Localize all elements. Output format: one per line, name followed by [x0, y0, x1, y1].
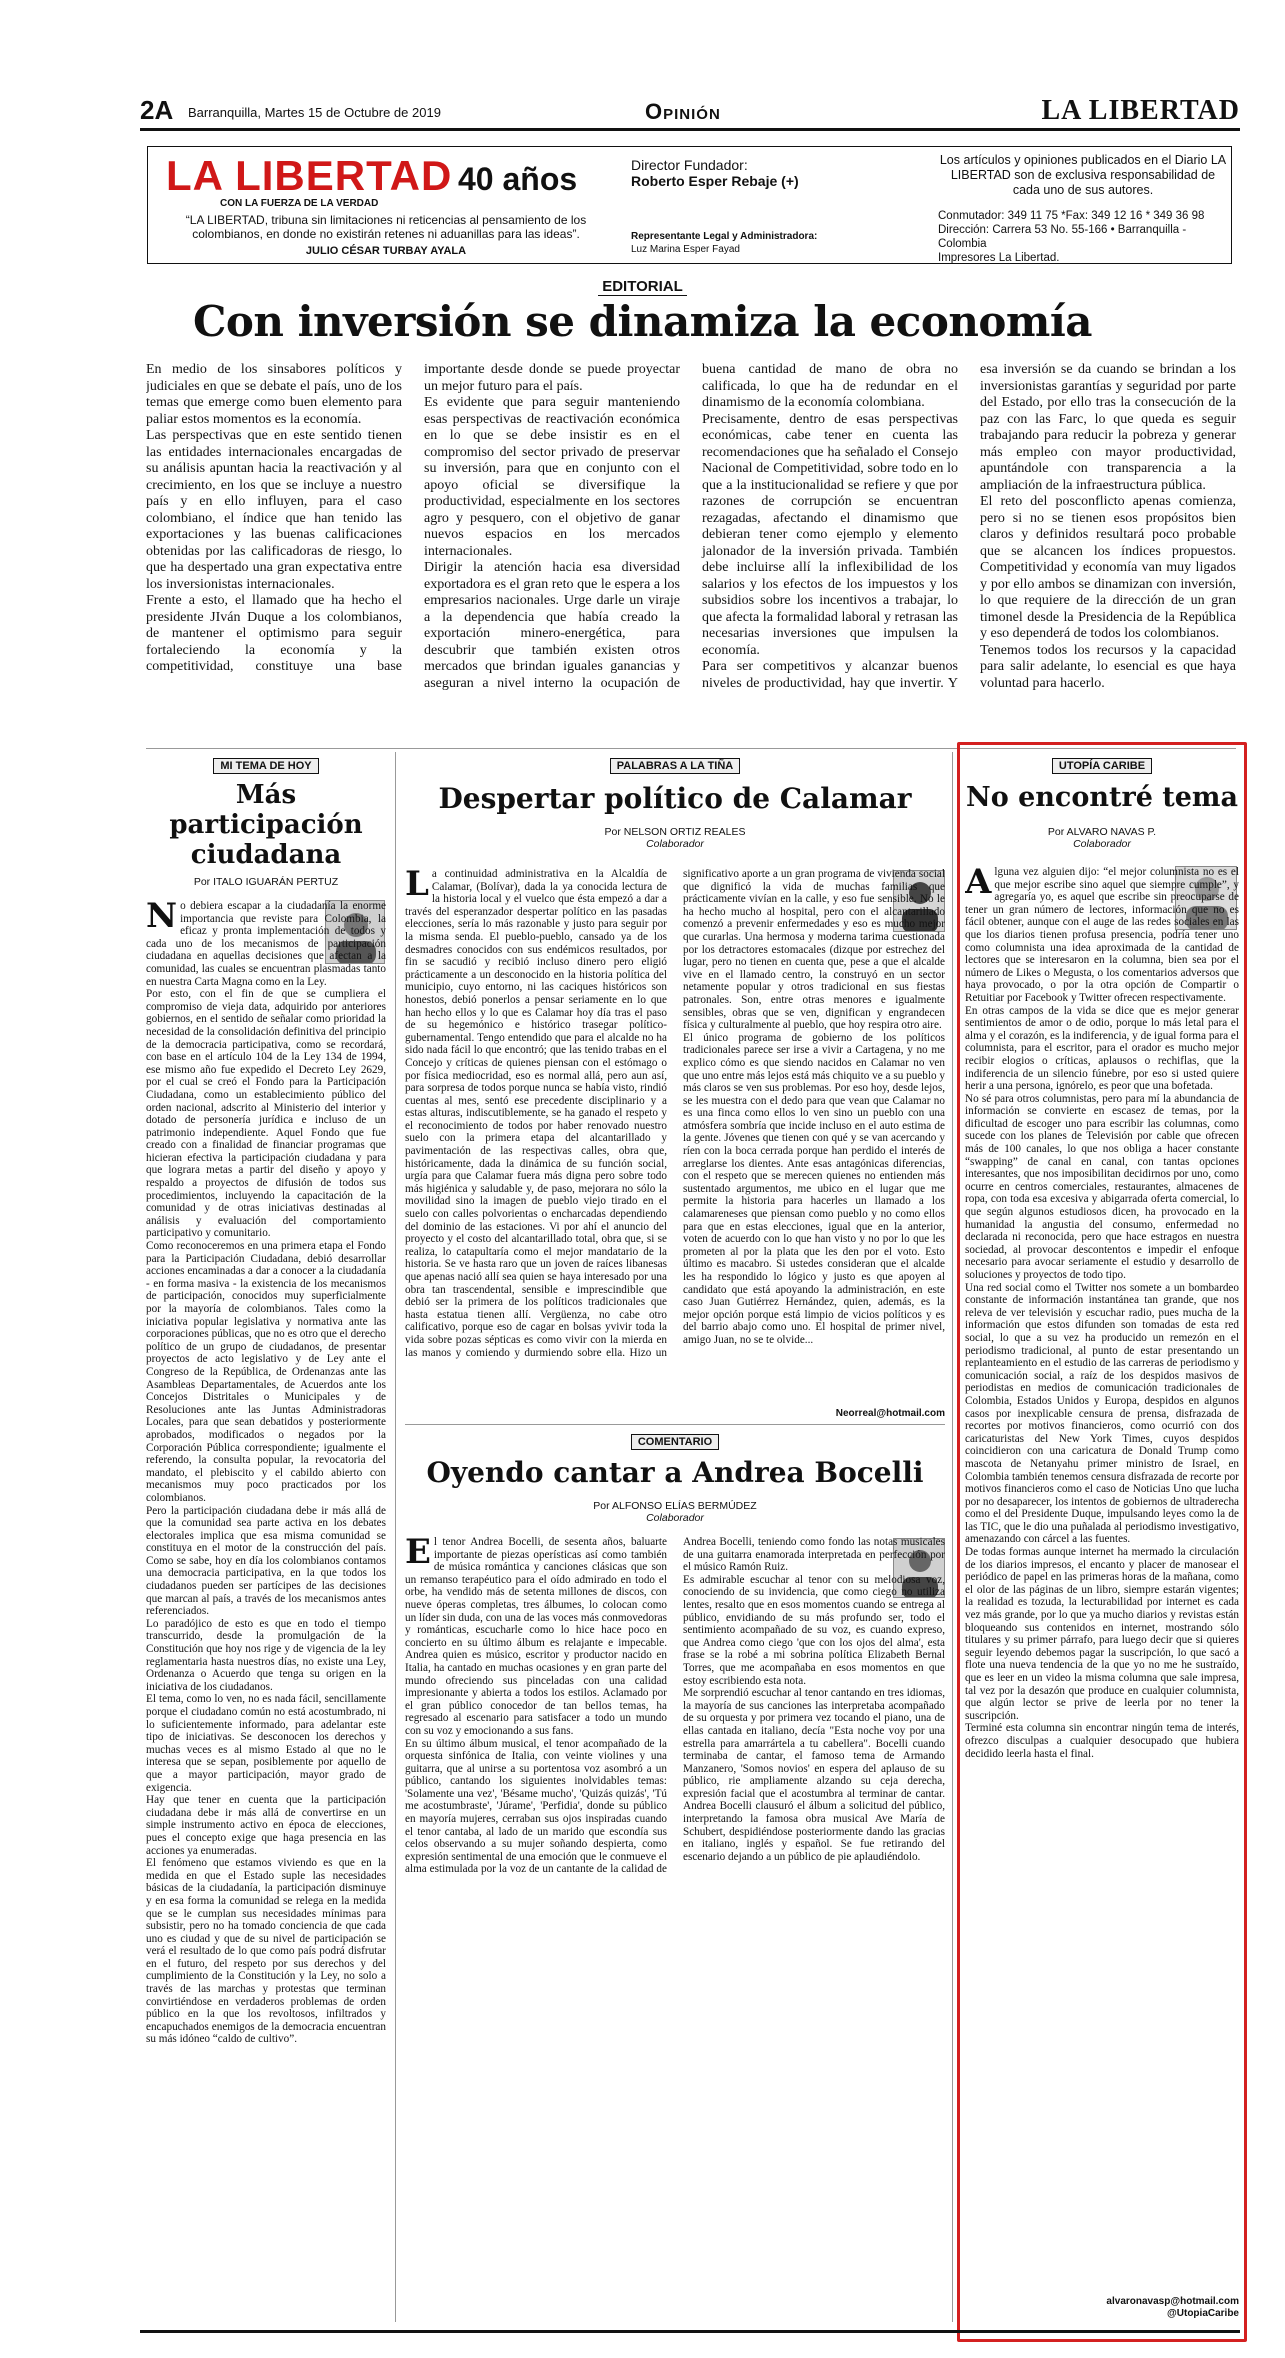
col3-paragraph: No sé para otros columnistas, pero para mí la abundancia de información se convierte en escasez de temas, por la dificultad de escoger uno para escribir las columnas, como sucede con los planes de Televisión por cable que ofrecen más de 100 canales, lo que nos obliga a hacer constante “swapping” de canal en canal, con tantas opciones interesantes, que nos imposibilitan decidirnos por uno, como ocurre en centros comerciales, restaurantes, almacenes de ropa, con toda esa excesiva y abigarrada oferta comercial, lo que según algunos estudiosos dicen, ha provocado en la humanidad la angustia del consumo, enfermedad no declarada ni reconocida, pero que hace estragos en nuestra sociedad, al provocar descontentos e impedir el enfoque necesario para avocar seriamente el estudio y desarrollo de soluciones y proyectos de todo tipo. — [965, 1092, 1239, 1281]
editorial-label: EDITORIAL — [0, 278, 1285, 296]
editorial-paragraph: Las perspectivas que en este sentido tienen las entidades internacionales encargadas de su análisis apuntan hacia la reactivación y al crecimiento, en los que se incluye a nuestro país y en ello influyen, para el caso colombiano, el índice que han tenido las exportaciones y las buenas calificaciones obtenidas por las calificadoras de riesgo, lo que ha despertado una gran expectativa entre los inversionistas internacionales. — [146, 428, 402, 592]
col2b-paragraph: Es admirable escuchar al tenor con su melodiosa voz, conociendo de su invidencia, que como ciego no utiliza lentes, resalto que en esos momentos cuando se entrega al público, envidiando de su más profundo ser, todo el sentimiento acompañado de su voz, es cuando expreso, que Andrea como ciego 'que con los ojos del alma', esta frase se la robé a mi sobrina política Elizabeth Bernal Torres, que me acompañaba en esos momentos en que estoy escribiendo esta nota. — [683, 1573, 945, 1687]
bottom-rule — [140, 2330, 1240, 2333]
masthead-years: 40 años — [458, 161, 578, 197]
masthead-slogan: CON LA FUERZA DE LA VERDAD — [220, 198, 379, 209]
col1-section-label: MI TEMA DE HOY — [146, 756, 386, 774]
representative-label: Representante Legal y Administradora: — [631, 231, 818, 242]
page-header — [140, 95, 1240, 125]
col3-paragraph: En otras campos de la vida se dice que es mejor generar sentimientos de amor o de odio, porque lo más letal para el alma y el corazón, es la indiferencia, y de igual forma para el columnista, para el escritor, para el orador es mucho mejor recibir elogios o críticas, aplausos o rechiflas, que la indiferencia de un silencio fúnebre, por eso si usted quiere herir a una persona, ignórelo, es peor que una bofetada. — [965, 1004, 1239, 1093]
editorial-paragraph: En medio de los sinsabores políticos y judiciales en que se debate el país, uno de los temas que emerge como buen elemento para paliar estos momentos es la economía. — [146, 362, 402, 427]
director-name: Roberto Esper Rebaje (+) — [631, 173, 799, 189]
editorial-paragraph: Es evidente que para seguir manteniendo esas perspectivas de reactivación económica en lo que se debe insistir es en el compromiso del sector privado de preservar su inversión, para que en conjunto con el apoyo oficial se diversifique la productividad, especialmente en los sectores agro y pesquero, con el objetivo de ganar nuevos espacios en los mercados internacionales. — [424, 395, 680, 559]
column-divider — [952, 752, 953, 2322]
col2b-paragraph: En su último álbum musical, el tenor acompañado de la orquesta sinfónica de Italia, con veinte violines y una guitarra, que al unirse a su portentosa voz asombró a un público, cantando los siguientes inolvidables temas: 'Solamente una vez', 'Bésame mucho', 'Quizás quizás', 'Tú me acostumbraste', 'Júrame', 'Perfidia', donde su público en mayoría mujeres, cerraban sus ojos inspiradas cuando el tenor cantaba, al lado de un marido que escondía sus celos observando a su mujer soñando despierta, como expresión sentimental de una emoción que le conmueve el alma estimulada por la voz de un cantante de la calidad de Andrea Bocelli, teniendo como fondo las notas musicales de una guitarra enamorada interpretada en perfección por el músico Ramón Ruiz. — [405, 1536, 945, 1876]
col1-paragraph: No debiera escapar a la ciudadanía la enorme importancia que reviste para Colombia, la eficaz y pronta implementación de todos y cada uno de los mecanismos de participación ciudadana en aquellas decisiones que afectan a la comunidad, las cuales se encuentran plasmadas tanto en nuestra Carta Magna como en la Ley. — [146, 900, 386, 988]
col2b-paragraph: El tenor Andrea Bocelli, de sesenta años, baluarte importante de piezas operísticas así como también de música romántica y canciones clásicas que son un remanso terapéutico para el oído admirado en todo el orbe, ha vendido más de setenta millones de discos, con nueve óperas completas, tres álbumes, lo colocan como un líder sin duda, con una de las voces más conmovedoras y románticas, escucharle como lo hice hace poco en concierto en su último álbum es relajante e impecable. Andrea quien es músico, escritor y productor nacido en Italia, ha cantado en muchas ocasiones y en gran parte del mundo ofreciendo sus pinceladas con una calidad impresionante y abierta a todos los estilos. Aclamado por el gran público conocedor de tan bellos temas, ha regresado al escenario para satisfacer a todo un mundo con su voz y emocionando a sus fans. — [405, 1536, 667, 1737]
contact-phone: Conmutador: 349 11 75 *Fax: 349 12 16 * 349 36 98 — [938, 210, 1205, 222]
column-divider — [395, 752, 396, 2322]
masthead-contact — [938, 209, 1231, 265]
page-date: Barranquilla, Martes 15 de Octubre de 2019 — [188, 105, 441, 120]
masthead-quote-author: JULIO CÉSAR TURBAY AYALA — [305, 245, 467, 257]
col3-email: alvaronavasp@hotmail.com — [1106, 2296, 1239, 2307]
contact-printer: Impresores La Libertad. — [938, 252, 1060, 264]
col3-byline: Por ALVARO NAVAS P. Colaborador — [1047, 826, 1157, 850]
editorial-title: Con inversión se dinamiza la economía — [192, 297, 1093, 346]
col3-paragraph: Una red social como el Twitter nos somete a un bombardeo constante de información instantánea tan grande, que nos releva de ver televisión y escuchar radio, pues mucha de la información que estos difunden son tomadas de esta red social, lo que a su vez ha producido un remezón en el periodismo tradicional, al punto de estar presentando un replanteamiento en el estudio de las carreras de periodismo y comunicación social, a raíz de los despidos masivos de periodistas en medios de comunicación tradicionales de Colombia, Estados Unidos y Europa, despidos en algunos casos por inexplicable censura de prensa, disfrazada de recortes por motivos financieros, como ocurrió con dos caricaturistas del New York Times, cuyos despidos coincidieron con una caricatura de Donald Trump como mascota de Netanyahu primer ministro de Israel, en Colombia también tenemos censura disfrazada de recorte por motivos financieros como el caso de Noticias Uno que lucha por no desaparecer, los intentos de gobiernos de ultraderecha como el del Presidente Duque, impulsando leyes como la de las TIC, que le dio una puñalada al periodismo investigativo, amenazando con cárcel a las fuentes. — [965, 1281, 1239, 1546]
editorial-paragraph: El reto del posconflicto apenas comienza, pero si no se tienen esos propósitos bien claros y definidos resultará poco probable que se alcancen los índices propuestos. Competitividad y economía van muy ligados y por ello ambos se dinamizan con inversión, lo que requiere de la dirección de un gran timonel desde la Presidencia de la República y eso dependerá de todos los colombianos. — [980, 494, 1236, 641]
col3-title: No encontré tema — [966, 782, 1238, 813]
page-number: 2A — [140, 95, 174, 125]
masthead-logo: LA LIBERTAD — [166, 152, 453, 199]
col1-paragraph: Lo paradójico de esto es que en todo el tiempo transcurrido, desde la promulgación de la Constitución que hoy nos rige y de vigencia de la ley reglamentaria hasta nuestros días, no existe una Ley, Ordenanza o Acuerdo que tenga su origen en la iniciativa de los ciudadanos. — [146, 1617, 386, 1693]
highlight-box — [957, 742, 1247, 2342]
col1-title: Más participación ciudadana — [169, 780, 363, 870]
editorial-paragraph: Precisamente, dentro de esas perspectivas económicas, cabe tener en cuenta las recomendaciones que ha señalado el Consejo Nacional de Competitividad, sobre todo en lo que a la institucionalidad se refiere y que por razones de corrupción se encuentran rezagadas, afectando el dinamismo que debieran tener como ejemplo y elemento jalonador de la inversión privada. También debe incluirse allí la inflexibilidad de los salarios y los efectos de los impuestos y los subsidios sobre los incentivos a trabajar, lo que afecta la formalidad laboral y retrasan las necesarias inversiones que impulsen la economía. — [702, 411, 958, 658]
col2-byline: Por NELSON ORTIZ REALES Colaborador — [604, 826, 746, 850]
col1-paragraph: Hay que tener en cuenta que la participación ciudadana debe ir más allá de convertirse en un simple instrumento activo en época de elecciones, pues el concepto exige que haga presencia en las acciones ya enumeradas. — [146, 1794, 386, 1857]
editorial-paragraph: Dirigir la atención hacia esa diversidad exportadora es el gran reto que le espera a los empresarios nacionales. Urge darle un viraje a la dependencia que había creado la exportación minero-energética, para descubrir que también existen otros mercados que brindan iguales ganancias y aseguran a nivel interno la ocupación de buena cantidad de mano de obra no calificada, lo que ha de redundar en el dinamismo de la economía colombiana. — [424, 362, 958, 691]
col3-paragraph: De todas formas aunque internet ha mermado la circulación de los diarios impresos, el encanto y placer de manosear el periódico de papel en las primeras horas de la mañana, como el olor de las páginas de un libro, siempre estarán vigentes; la realidad es tozuda, la lecturabilidad por internet es cada vez más grande, por lo que ya mucho diarios y revistas están bloqueando sus contenidos en internet, mostrando sólo titulares y su primer párrafo, para luego decir que si quieres seguir leyendo debemos pagar la suscripción, lo que sacó a flote una nueva tendencia de la que yo no me he sustraído, que es leer en un video la misma columna que sale impresa, tal vez por la desazón que produce en cualquier columnista, que algún lector se prive de leerla por no tener la suscripción. — [965, 1546, 1239, 1722]
director-label: Director Fundador: — [631, 157, 748, 173]
editorial-paragraph: Tenemos todos los recursos y la capacidad para salir adelante, lo esencial es que haya voluntad para hacerlo. — [980, 642, 1236, 691]
col1-paragraph: El tema, como lo ven, no es nada fácil, sencillamente porque el ciudadano común no está acostumbrado, ni lo suficientemente informado, para adelantar este tipo de iniciativas. Se desconocen los derechos y muchas veces es al mismo Estado al que no le interesa que se sepan, posiblemente por aquello de que a mayor participación, mayor grado de exigencia. — [146, 1693, 386, 1794]
representative-name: Luz Marina Esper Fayad — [631, 244, 740, 255]
col2b-byline: Por ALFONSO ELÍAS BERMÚDEZ Colaborador — [593, 1500, 757, 1524]
masthead — [147, 146, 1232, 264]
editorial-paragraph: Frente a esto, el llamado que ha hecho el presidente JIván Duque a los colombianos, de mantener el optimismo para seguir fortaleciendo la economía y la competitividad, constituye una base importante desde donde se puede proyectar un mejor futuro para el país. — [146, 362, 680, 674]
drop-cap: E — [405, 1536, 431, 1572]
editorial-paragraph: Para ser competitivos y alcanzar buenos niveles de productividad, hay que invertir. Y esa inversión se da cuando se brindan a los inversionistas garantías y seguridad por parte del Estado, por ello tras la consecución de la paz con las Farc, lo que queda es seguir trabajando para reducir la pobreza y generar más empleo con mayor productividad, apuntándole con transparencia a la ampliación de la infraestructura pública. — [702, 362, 1236, 691]
col1-paragraph: El fenómeno que estamos viviendo es que en la medida en que el Estado suple las necesidades básicas de la ciudadanía, la participación disminuye y en esa forma la comunidad se relega en la medida que se le cumplan sus necesidades mínimas para subsistir, pero no ha tomado conciencia de que cada uno es ciudad y que de su nivel de participación se verá el resultado de lo que como país podrá disfrutar en el futuro, del respeto por sus derechos y del cumplimiento de la Constitución y la Ley, no solo a través de las marchas y protestas que terminan convirtiéndose en verdaderos problemas de orden público en la que los revoltosos, infiltrados y encapuchados enemigos de la democracia encuentran su más idóneo “caldo de cultivo”. — [146, 1857, 386, 2046]
drop-cap: L — [405, 868, 429, 904]
col2-title: Despertar político de Calamar — [438, 782, 912, 815]
col3-paragraph: Terminé esta columna sin encontrar ningún tema de interés, ofrezco disculpas a cualquier desocupado que hubiera decidido leerla hasta el final. — [965, 1722, 1239, 1760]
col3-paragraph: Alguna vez alguien dijo: “el mejor columnista no es el que mejor escribe sino aquel que siempre cumple”, y agregaría yo, es aquel que escribe sin preocuparse de tener un gran número de lectores, información que no es fácil obtener, aunque con el auge de las redes sociales en las que los diarios tienen profusa presencia, podría tener uno como columnista una idea aproximada de la cantidad de lectores que se interesaron en la columna, bien sea por el número de Likes o Megusta, o los comentarios adversos que haya provocado, o por la otra opción de Compartir o Retuitiar por Facebook y Twitter ofrecen respectivamente. — [965, 866, 1239, 1004]
col2b-body — [405, 1536, 945, 2322]
drop-cap: A — [965, 866, 992, 902]
col1-byline: Por ITALO IGUARÁN PERTUZ — [193, 876, 339, 888]
col1-paragraph: Por esto, con el fin de que se cumpliera el compromiso de vieja data, adquirido por anteriores gobiernos, en el sentido de señalar como prioridad la necesidad de la consolidación definitiva del principio de la democracia participativa, como se recordará, con base en el artículo 104 de la Ley 134 de 1994, ese mismo año fue expedido el Decreto Ley 2629, por el cual se creó el Fondo para la Participación Ciudadana, como un establecimiento público del orden nacional, adscrito al Ministerio del interior y dotado de personería jurídica e incluso de un patrimonio independiente. Aquel Fondo que fue creado con a finalidad de financiar programas que hicieran efectiva la participación ciudadana y para que lograra metas a partir del diseño y apoyo y respaldo a proyectos de difusión de todos sus procedimientos, incluyendo la capacitación de la comunidad y de otras iniciativas destinadas al análisis y evaluación del comportamiento participativo y comunitario. — [146, 988, 386, 1240]
col1-paragraph: Como reconoceremos en una primera etapa el Fondo para la Participación Ciudadana, debió desarrollar acciones encaminadas a dar a conocer a la ciudadanía - en forma masiva - la existencia de los mecanismos de participación, conocidos muy superficialmente por la mayoría de colombianos. Tales como la iniciativa popular legislativa y normativa ante las corporaciones públicas, que no es otro que el derecho político de un grupo de ciudadanos, de presentar proyectos de acto legislativo y de Ley ante el Congreso de la República, de Ordenanzas ante las Asambleas Departamentales, de Acuerdos ante los Concejos Distritales o Municipales y de Resoluciones ante las Juntas Administradoras Locales, para que sean debatidos y posteriormente aprobados, modificados o negados por la Corporación Pública correspondiente; igualmente el referendo, la consulta popular, la revocatoria del mandato, el plebiscito y el cabildo abierto con mecanismos muy poco practicados por los colombianos. — [146, 1240, 386, 1504]
col2b-paragraph: Me sorprendió escuchar al tenor cantando en tres idiomas, la mayoría de sus canciones las interpretaba acompañado de su orquesta y por primera vez tocando el piano, una de ellas cantada en italiano, decía "Esta noche voy por una estrella para amarrártela a tu cabellera". Bocelli cuando terminaba de cantar, el famoso tema de Armando Manzanero, 'Somos novios' en espera del aplauso de su público, rie ampliamente alzando su ceja derecha, expresión facial que el acostumbra al terminar de cantar. Andrea Bocelli clausuró el álbum a solicitud del público, interpretando la famosa obra musical Ave María de Schubert, despidiéndose posteriormente dando las gracias en italiano, inglés y español. Se fue retirando del escenario dejando a un público de pie aplaudiéndolo. — [683, 1687, 945, 1863]
col3-section-label: UTOPÍA CARIBE — [965, 756, 1239, 774]
editorial-body — [146, 362, 1236, 742]
drop-cap: N — [146, 900, 178, 936]
col2-email: Neorreal@hotmail.com — [835, 1408, 945, 1419]
contact-address: Dirección: Carrera 53 No. 55-166 • Barranquilla - Colombia — [938, 224, 1187, 250]
masthead-disclaimer: Los artículos y opiniones publicados en el Diario LA LIBERTAD son de exclusiva responsabilidad de cada uno de sus autores. — [939, 153, 1227, 197]
col2-section-label: PALABRAS A LA TIÑA — [405, 756, 945, 774]
col2-paragraph: El único programa de gobierno de los políticos tradicionales parece ser irse a vivir a Cartagena, y no me explico cómo es que siendo nacidos en Calamar no ven que uno entre más lejos está más chiquito ve a su pueblo y más claros se ven sus problemas. Por eso hoy, desde lejos, se les muestra con el dedo para que vean que Calamar no es una finca como ellos lo ven sino un pueblo con una atmósfera sombría que incide incluso en el auto estima de la gente. Jóvenes que tienen con qué y se van acercando y ríen con la boca cerrada porque han perdido el interés de arreglarse los dientes. Ante esas antagónicas diferencias, con el respeto que se merecen quienes no entienden más sustentado argumentos, me ubico en el lugar que me permite la historia para hacerles un llamado a los calamareneses que piensan como pueblo y no como ellos para que en estas elecciones, igual que en la anterior, voten de acuerdo con lo que han visto y no por lo que les prometen al por la plata que les den por el voto. Esto último es macabro. Si ustedes consideran que el alcalde les ha respondido lo lógico y justo es que apoyen al candidato que está apoyando la administración, en este caso Juan Gutiérrez Hernández, quien, además, es la mejor opción porque está limpio de vicios políticos y es del barrio abajo como uno. El hospital de primer nivel, amigo Juan, no se te olvide... — [683, 1031, 945, 1346]
col2b-title: Oyendo cantar a Andrea Bocelli — [426, 1456, 924, 1489]
top-rule — [140, 128, 1240, 131]
col2-paragraph: La continuidad administrativa en la Alcaldía de Calamar, (Bolívar), dada la ya conocida lectura de la historia local y el vuelco que ésta empezó a dar a través del esperanzador despertar político en las pasadas elecciones, sería lo más razonable y justo para seguir por la misma senda. El pueblo-pueblo, cansado ya de los desmadres conocidos con sus endémicos resultados, por fin se sacudió y recibió incluso dinero pero eligió prácticamente a un desconocido en la historia política del municipio, cuyo entorno, ni las caciques históricos son honestos, debió ponerlos a pensar seriamente en lo que han hecho ellos y lo que es Calamar hoy día tras el paso de su hegemónico e histórico trasegar político-gubernamental. Tengo entendido que para el alcalde no ha sido nada fácil lo que encontró; que las tenido trabas en el Concejo y críticas de quienes piensan con el estómago o por física mediocridad, eso es normal allá, pero aun así, para sorpresa de todos porque nunca se había visto, rindió cuentas al mes, sentó ese precedente disciplinario y a estas alturas, indiscutiblemente, se ha ganado el respeto y el reconocimiento de todos por haber renovado nuestro suelo con la primera etapa del alcantarillado y pavimentación de las respectivas calles, obra que, históricamente, dada la dinámica de su función social, urgía para que Calamar fuera más digna pero sobre todo más higiénica y saludable y, de paso, mejorara no sólo la movilidad sino la imagen de pueblo viejo tirado en el suelo con calles polvorientas o encharcadas dependiendo del dominio de las estaciones. Vi por ahí el anuncio del proyecto y el costo del alcantarillado total, obra que, si se realiza, lo catapultaría como el mejor mandatario de la historia. Se ve hasta raro que un joven de raíces libanesas que apenas nació allí sea quien se haya interesado por una obra tan trascendental, sensible e imprescindible que debió ser la primera de los políticos tradicionales que hasta estatua tienen allí. Vergüenza, no cabe otro calificativo, porque eso de cagar en bolsas yvivir toda la vida sobre pozas sépticas es como vivir con la mierda en las manos y comiendo y durmiendo sobre ella. Hizo un significativo aporte a un gran programa de vivienda social que dignificó la vida de muchas familias que prácticamente vivían en la calle, y eso fue sensible. No le ha hecho mucho al hospital, pero con el alcantarillado comenzó a prevenir enfermedades y eso es mucho mejor que curarlas. Una hermosa y moderna tarima cuestionada por los detractores estomacales (dizque por estrechez del lugar, pero no tienen en cuenta que, pese a que el alcalde vive en el llamado centro, la construyó en un sector netamente popular y otros tradicional en sus fiestas patronales. Son, entre otras menores e igualmente sensibles, obras que se ven, dignifican y engrandecen física y culturalmente al pueblo, que hoy respira otro aire. — [405, 868, 945, 1359]
col1-body — [146, 900, 386, 2320]
col1-paragraph: Pero la participación ciudadana debe ir más allá de que la comunidad sea parte activa en los debates electorales implica que esa misma comunidad se constituya en el motor de la construcción del país. Como se sabe, hoy en día los colombianos contamos una democracia participativa, en la que todos los ciudadanos pueden ser partícipes de las decisiones que marcan al país, a través de los mecanismos antes referenciados. — [146, 1504, 386, 1618]
brand-name: LA LIBERTAD — [1041, 95, 1240, 126]
col2-body — [405, 868, 945, 1406]
section-name: Opinión — [645, 99, 721, 124]
col3-twitter: @UtopiaCaribe — [1167, 2308, 1239, 2319]
section-divider — [405, 1424, 945, 1425]
masthead-quote: “LA LIBERTAD, tribuna sin limitaciones ni reticencias al pensamiento de los colombianos, en donde no existirán retenes ni aduanillas para las ideas”. — [185, 213, 587, 241]
col2b-section-label: COMENTARIO — [405, 1432, 945, 1450]
